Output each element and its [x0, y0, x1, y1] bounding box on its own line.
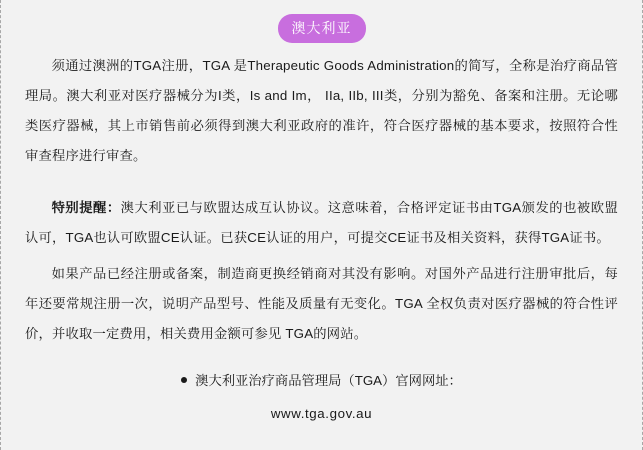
paragraph-spacer — [25, 171, 618, 193]
bullet-item-label: 澳大利亚治疗商品管理局（TGA）官网网址： — [195, 373, 462, 388]
paragraph-special-notice — [25, 193, 618, 253]
bullet-dot-icon — [181, 377, 187, 383]
special-notice-label: 特别提醒： — [51, 200, 121, 215]
bullet-item-official-site — [25, 367, 618, 395]
official-website-url: www.tga.gov.au — [270, 406, 373, 421]
title-container — [25, 0, 618, 51]
paragraph-tga-registration: 须通过澳洲的TGA注册，TGA 是Therapeutic Goods Administration的简写，全称是治疗商品管理局。澳大利亚对医疗器械分为I类，Is and Im， IIa, IIb, III类，分别为豁免、备案和注册。无论哪类医疗器械，其上市销售前必须得到澳大利亚政府的准许，符合医疗器械的基本要求，按照符合性审查程序进行审查。 — [25, 58, 618, 163]
special-notice-text: 澳大利亚已与欧盟达成互认协议。这意味着，合格评定证书由TGA颁发的也被欧盟认可，TGA也认可欧盟CE认证。已获CE认证的用户，可提交CE证书及相关资料，获得TGA证书。 — [25, 200, 619, 245]
document-content — [25, 0, 618, 450]
section-title-badge: 澳大利亚 — [278, 14, 366, 43]
paragraph-registered-products: 如果产品已经注册或备案，制造商更换经销商对其没有影响。对国外产品进行注册审批后，每年还要常规注册一次，说明产品型号、性能及质量有无变化。TGA 全权负责对医疗器械的符合性评价，并收取一定费用，相关费用金额可参见 TGA的网站。 — [25, 266, 618, 341]
